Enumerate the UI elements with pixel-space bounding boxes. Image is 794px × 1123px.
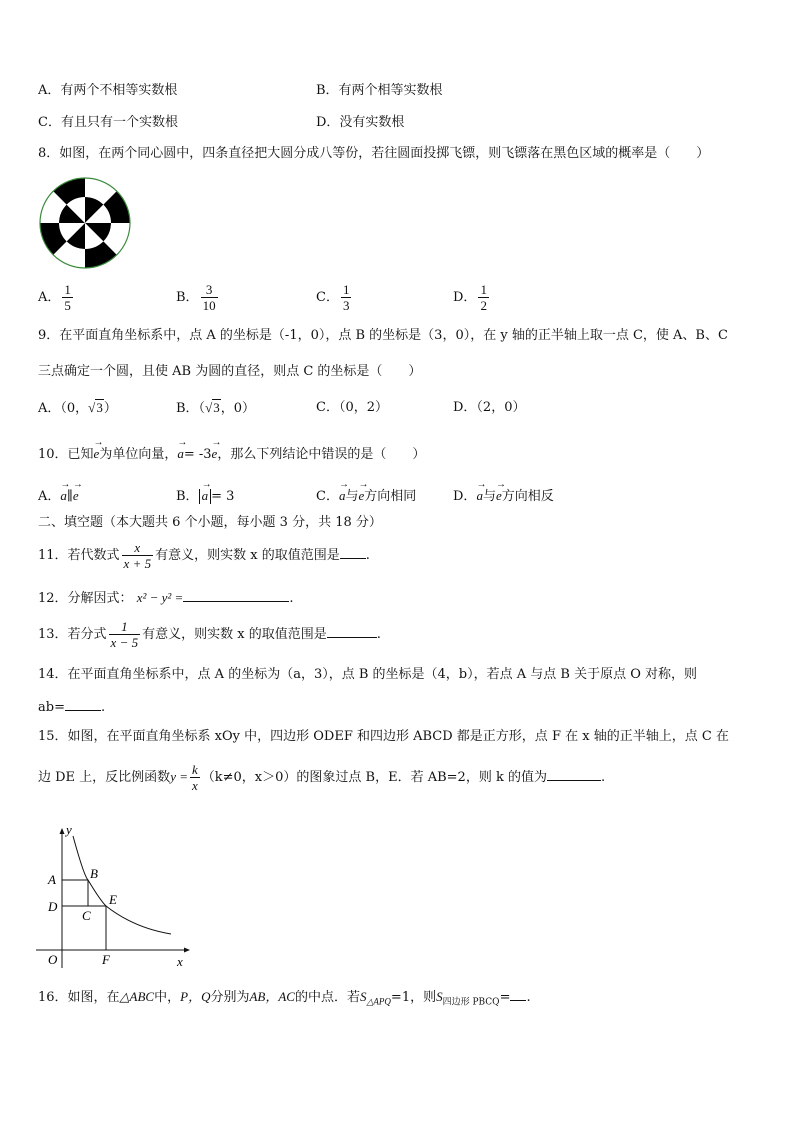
q9-line2: 三点确定一个圆，且使 AB 为圆的直径，则点 C 的坐标是（ ） [38, 364, 422, 379]
q8-dartboard-figure [38, 176, 132, 270]
answer-blank [65, 698, 101, 711]
q7-option-c: C．有且只有一个实数根 [38, 115, 178, 130]
q10-option-a: A．→ a∥→ e [38, 484, 79, 505]
q7-option-b: B．有两个相等实数根 [316, 83, 443, 98]
q8-option-a [38, 282, 75, 313]
vector-e: → e [212, 442, 218, 462]
sqrt-symbol: √3 [205, 400, 220, 415]
x-axis-arrow [184, 948, 190, 953]
option-label: C． [316, 290, 339, 305]
label-b: B [90, 866, 98, 881]
q8-option-d [453, 282, 491, 313]
q11: 11．若代数式 $\frac{x}{x + 5}$ 有意义，则实数 x 的取值范围是 . [38, 540, 370, 571]
q9-line1: 9．在平面直角坐标系中，点 A 的坐标是（-1，0），点 B 的坐标是（3，0），在 y 轴的正半轴上取一点 C，使 A、B、C [38, 328, 728, 343]
q15-line2: 边 DE 上，反比例函数y = $\frac{k}{x}$ （k≠0，x＞0）的图象过点 B，E．若 AB=2，则 k 的值为 . [38, 762, 606, 793]
option-fraction: $\frac{1}{3}$ [342, 282, 350, 313]
option-label: D． [453, 290, 477, 305]
section-heading: 二、填空题（本大题共 6 个小题，每小题 3 分，共 18 分） [38, 515, 382, 530]
q13: 13．若分式 $\frac{1}{x - 5}$ 有意义，则实数 x 的取值范围是 . [38, 619, 381, 650]
square-abcd [62, 880, 88, 906]
option-label: B． [176, 290, 199, 305]
option-fraction: $\frac{3}{10}$ [202, 282, 216, 313]
q15-line1: 15．如图，在平面直角坐标系 xOy 中，四边形 ODEF 和四边形 ABCD 都是正方形，点 F 在 x 轴的正半轴上，点 C 在 [38, 729, 729, 744]
q12: 12．分解因式： x² − y² = . [38, 590, 294, 606]
q9-option-d: D．（2，0） [453, 400, 526, 415]
label-a: A [48, 872, 56, 887]
q16: 16．如图，在△ABC中，P，Q分别为AB，AC的中点．若$S_{\triangle APQ}=1$，则$S_{四边形 PBCQ}=$ . [38, 989, 531, 1008]
option-fraction: $\frac{1}{2}$ [480, 282, 487, 313]
answer-blank [547, 768, 601, 781]
q9-option-a: A．（0，√3） [38, 400, 117, 416]
q9-option-b: B．（√3，0） [176, 400, 255, 416]
vector-e: → e [94, 442, 100, 462]
q15-coordinate-figure [34, 820, 194, 972]
answer-blank [183, 589, 289, 602]
q10-option-b: B．→ a = 3 [176, 484, 234, 505]
label-y: y [66, 822, 72, 837]
q8-stem: 8．如图，在两个同心圆中，四条直径把大圆分成八等份，若往圆面投掷飞镖，则飞镖落在黑色区域的概率是（ ） [38, 146, 710, 161]
label-f: F [102, 952, 110, 967]
label-c: C [82, 908, 91, 923]
label-d: D [48, 899, 58, 914]
sqrt-symbol: √3 [88, 400, 103, 415]
q7-option-a: A．有两个不相等实数根 [38, 83, 178, 98]
q8-option-c [316, 282, 353, 313]
q14-line2: ab= . [38, 700, 106, 715]
answer-blank [327, 625, 377, 638]
label-o: O [48, 952, 58, 967]
q7-option-d: D．没有实数根 [316, 115, 405, 130]
y-axis-arrow [60, 828, 65, 834]
q8-option-b [176, 282, 220, 313]
answer-blank [340, 546, 366, 559]
q10-stem: 10．已知→ e为单位向量，→ a= -3→ e，那么下列结论中错误的是（ ） [38, 442, 425, 463]
label-x: x [177, 954, 183, 969]
q10-option-d: D．→ a与→ e方向相反 [453, 484, 554, 505]
vector-a: → a [177, 442, 184, 462]
q9-option-c: C．（0，2） [316, 400, 388, 415]
label-e: E [109, 892, 117, 907]
q14-line1: 14．在平面直角坐标系中，点 A 的坐标为（a，3），点 B 的坐标是（4，b），若点 A 与点 B 关于原点 O 对称，则 [38, 667, 698, 682]
option-fraction: $\frac{1}{5}$ [64, 282, 71, 313]
option-label: A． [38, 290, 61, 305]
q10-option-c: C．→ a与→ e方向相同 [316, 484, 416, 505]
answer-blank [510, 988, 526, 1001]
